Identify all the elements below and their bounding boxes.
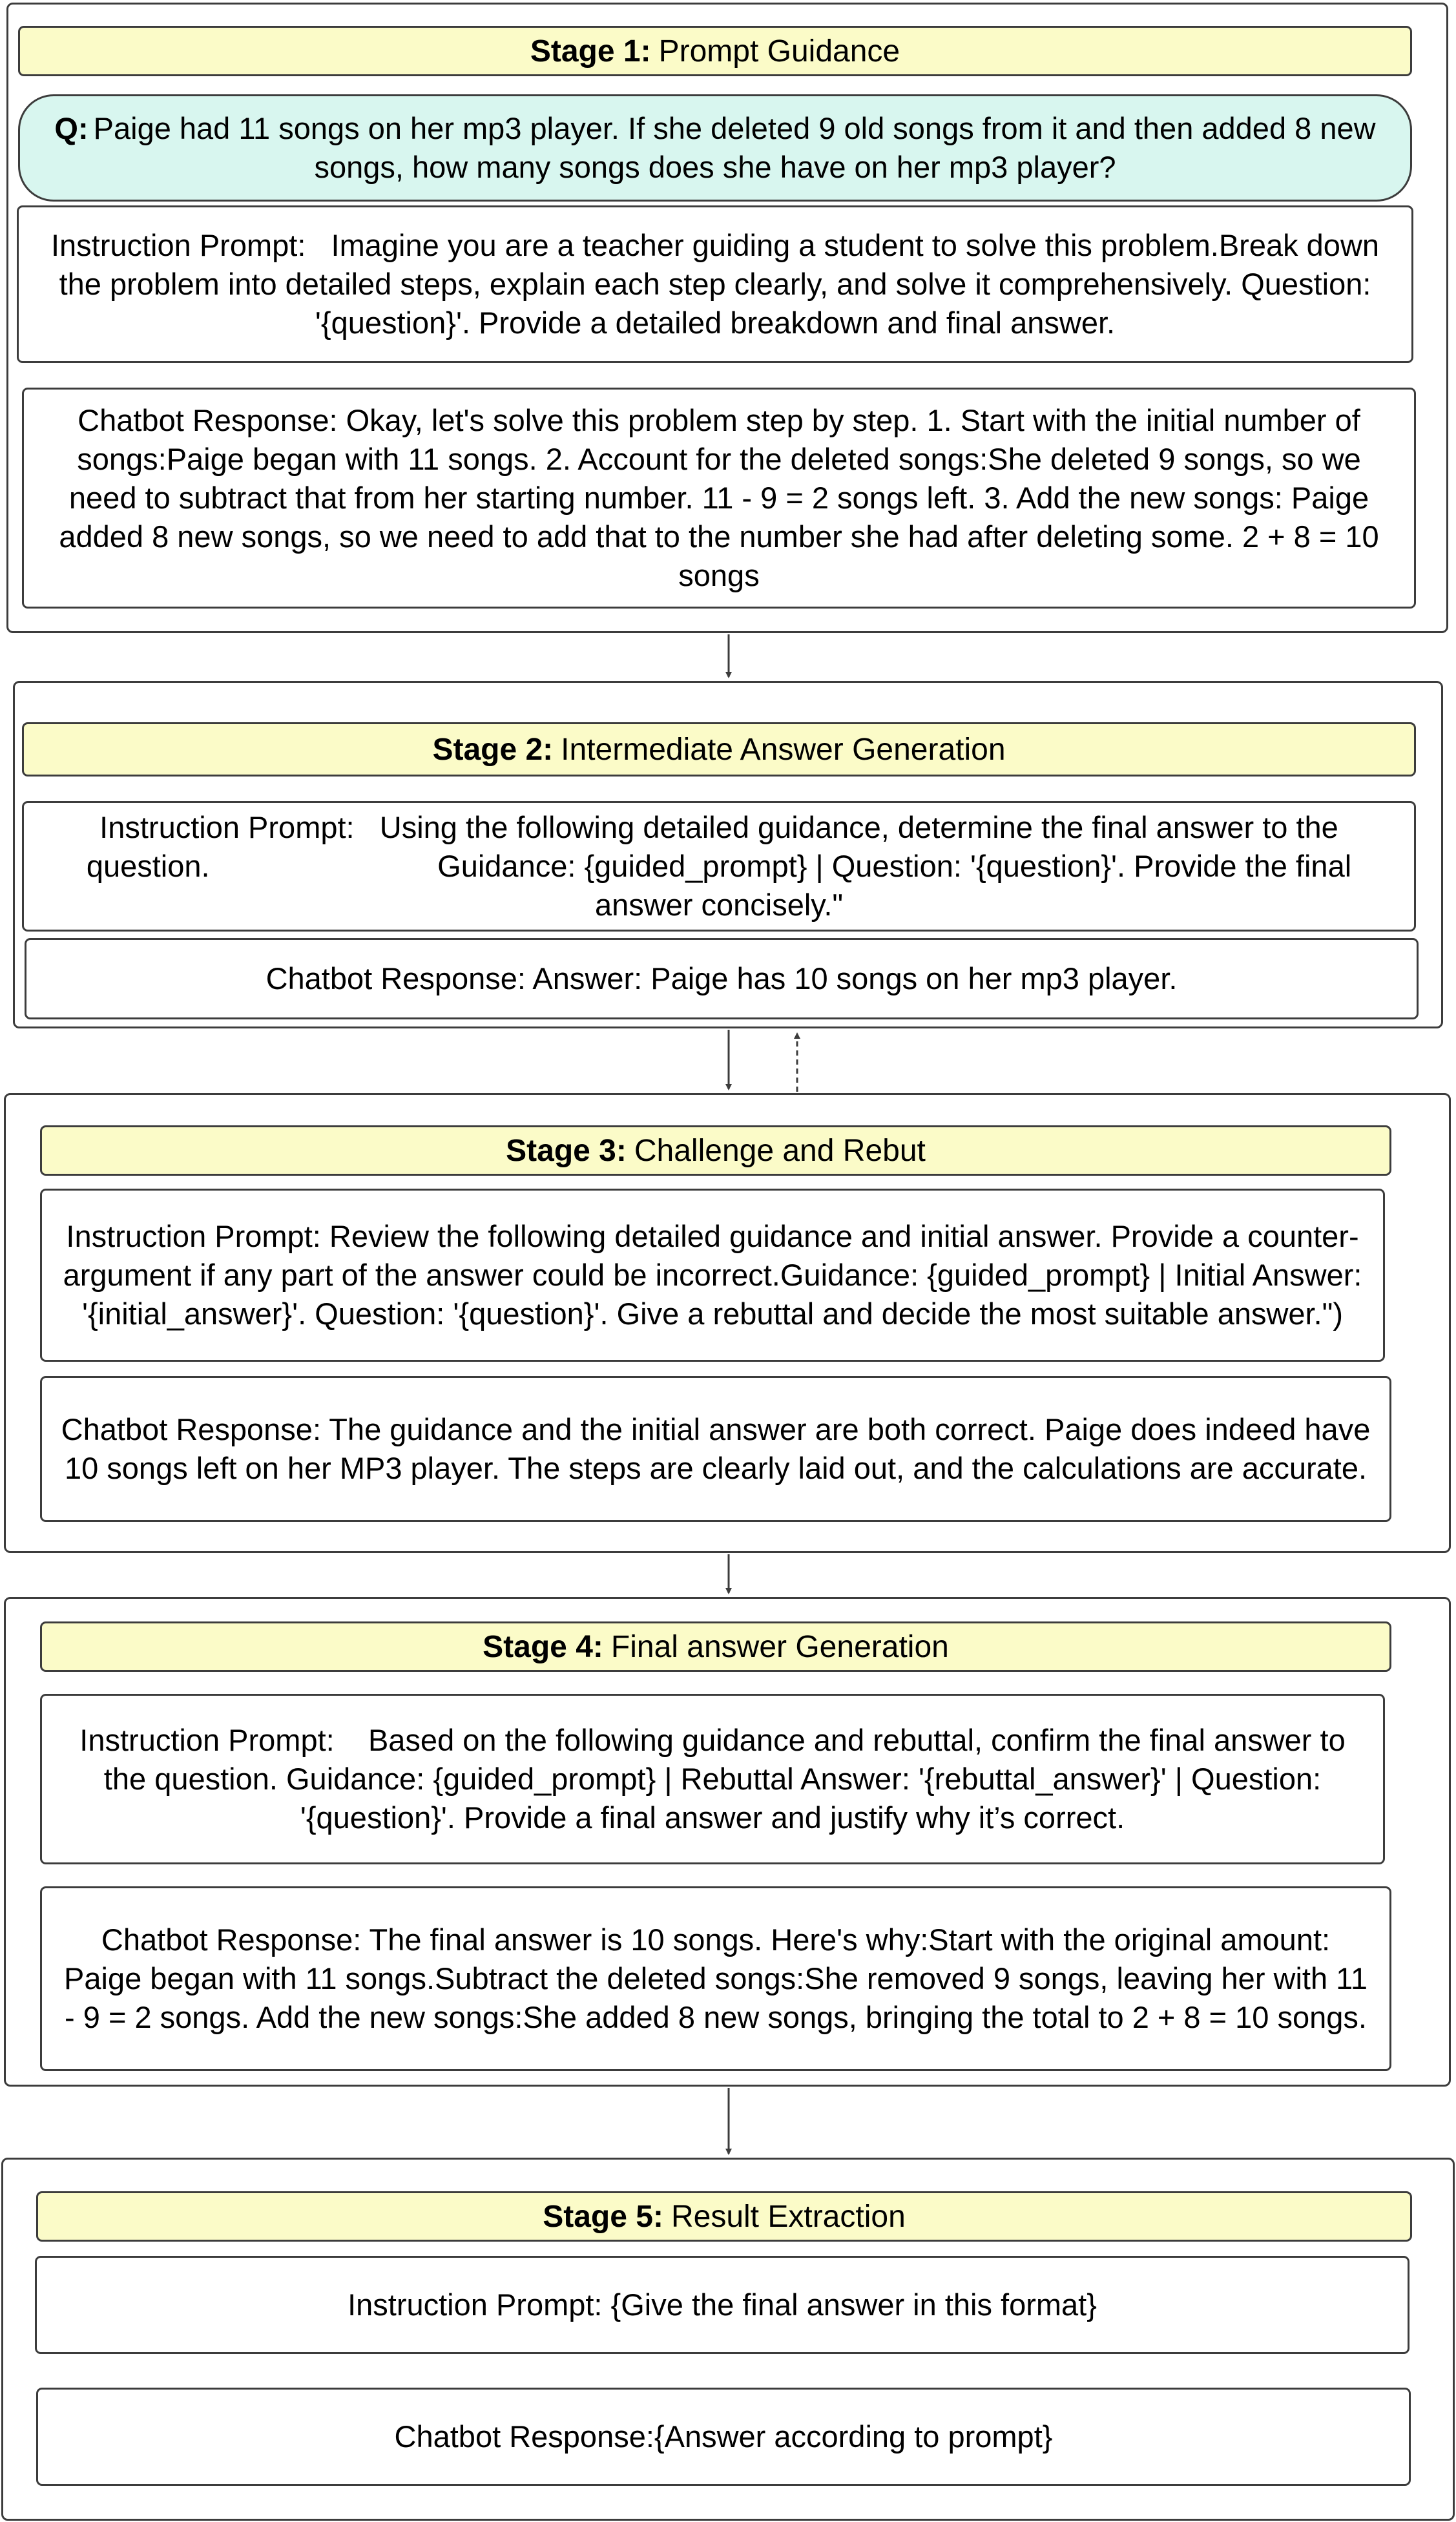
stage-3-title: Challenge and Rebut bbox=[634, 1133, 926, 1168]
stage-5-response-text: Chatbot Response:{Answer according to prompt} bbox=[394, 2419, 1053, 2454]
stage-2-instruction-text: Instruction Prompt: Using the following detailed guidance, determine the final answer to the question. Guidance: {guided_prompt} | Question: '{question}'. Provide the final answer concisely." bbox=[86, 810, 1360, 922]
stage-4-instruction-text: Instruction Prompt: Based on the following guidance and rebuttal, confirm the final answer to the question. Guidance: {guided_prompt} | Rebuttal Answer: '{rebuttal_answer}' | Question: '{question}'. Provide a final answer and justify why it’s correct. bbox=[79, 1723, 1354, 1835]
stage-1-response-text: Chatbot Response: Okay, let's solve this problem step by step. 1. Start with the initial number of songs:Paige began with 11 songs. 2. Account for the deleted songs:She deleted 9 songs, so we need to subtract that from her starting number. 11 - 9 = 2 songs left. 3. Add the new songs: Paige added 8 new songs, so we need to add that to the number she had after deleting some. 2 + 8 = 10 songs bbox=[59, 403, 1388, 592]
stage-4-response-text: Chatbot Response: The final answer is 10 songs. Here's why:Start with the original amount: Paige began with 11 songs.Subtract the deleted songs:She removed 9 songs, leaving her with 11 - 9 = 2 songs. Add the new songs:She added 8 new songs, bringing the total to 2 + 8 = 10 songs. bbox=[64, 1923, 1377, 2034]
stage-1-label: Stage 1: bbox=[530, 34, 651, 68]
stage-1-instruction-text: Instruction Prompt: Imagine you are a teacher guiding a student to solve this problem.Break down the problem into detailed steps, explain each step clearly, and solve it comprehensively. Question: '{question}'. Provide a detailed breakdown and final answer. bbox=[50, 228, 1388, 340]
stage-4-title: Final answer Generation bbox=[610, 1629, 949, 1664]
stage-1-title: Prompt Guidance bbox=[658, 34, 900, 68]
stage-5-instruction-text: Instruction Prompt: {Give the final answer in this format} bbox=[348, 2288, 1097, 2322]
stage-3-response-text: Chatbot Response: The guidance and the initial answer are both correct. Paige does indeed have 10 songs left on her MP3 player. The steps are clearly laid out, and the calculations are accurate. bbox=[61, 1412, 1379, 1485]
question-body: Paige had 11 songs on her mp3 player. If she deleted 9 old songs from it and then added 8 new songs, how many songs does she have on her mp3 player? bbox=[93, 111, 1384, 184]
stage-2-label: Stage 2: bbox=[432, 732, 554, 767]
question-label: Q: bbox=[54, 111, 88, 145]
stage-2-response-text: Chatbot Response: Answer: Paige has 10 songs on her mp3 player. bbox=[265, 961, 1178, 995]
stage-3-label: Stage 3: bbox=[506, 1133, 627, 1168]
stage-5-label: Stage 5: bbox=[543, 2199, 663, 2234]
stage-4-label: Stage 4: bbox=[483, 1629, 603, 1664]
stage-2-title: Intermediate Answer Generation bbox=[561, 732, 1006, 767]
stage-3-instruction-text: Instruction Prompt: Review the following detailed guidance and initial answer. Provide a counter-argument if any part of the answer could be incorrect.Guidance: {guided_prompt} | Initial Answer: '{initial_answer}'. Question: '{question}'. Give a rebuttal and decide the most suitable answer.") bbox=[63, 1219, 1371, 1331]
stage-5-title: Result Extraction bbox=[671, 2199, 906, 2234]
